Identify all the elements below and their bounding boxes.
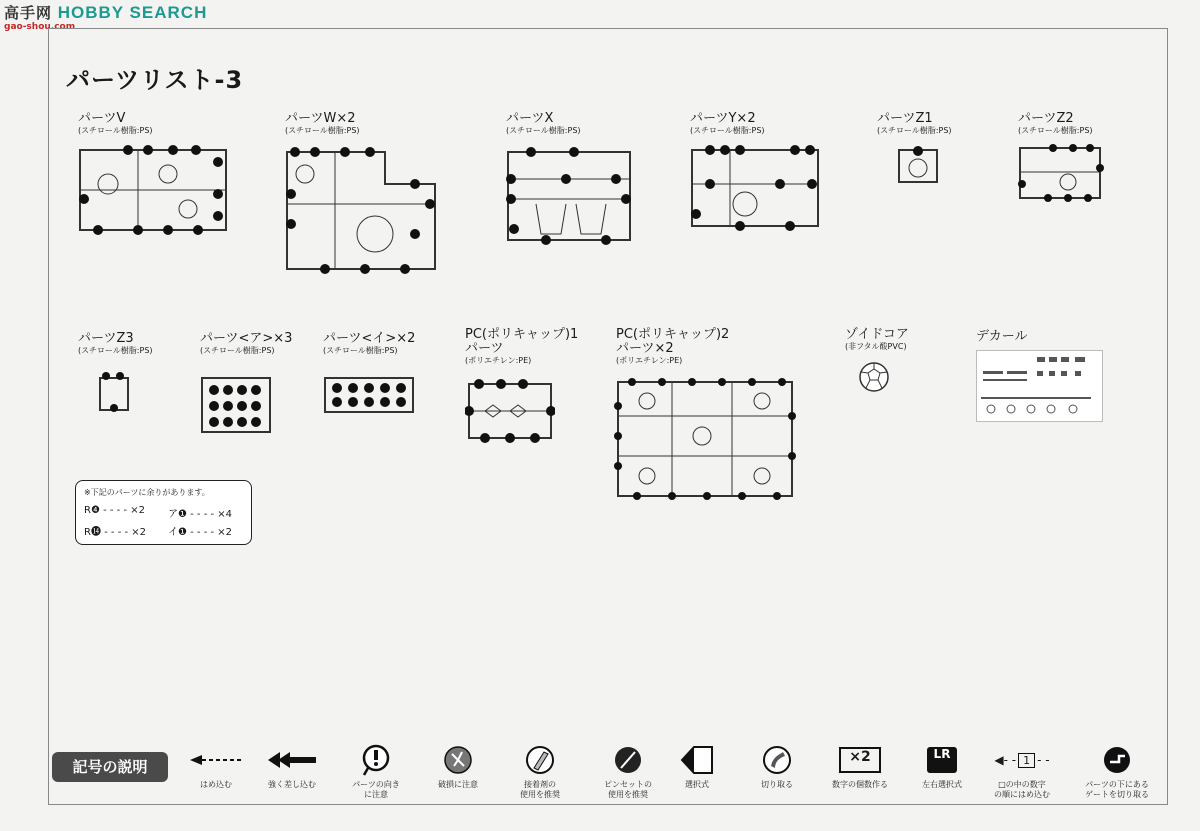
spare-parts-note xyxy=(75,480,252,545)
part-i-header: パーツ<イ>×2 (スチロール樹脂:PS) xyxy=(323,331,416,355)
part-decal-header: デカール xyxy=(976,329,1028,344)
part-v-header: パーツV (スチロール樹脂:PS) xyxy=(78,111,153,135)
part-w-header: パーツW×2 (スチロール樹脂:PS) xyxy=(285,111,360,135)
sprue-i xyxy=(323,376,415,414)
part-z1-header: パーツZ1 (スチロール樹脂:PS) xyxy=(877,111,952,135)
spare-row: ア❶ - - - - ×4 xyxy=(168,509,233,520)
lr-choice-icon: LR xyxy=(904,740,980,780)
times-two-icon: ×2 xyxy=(818,740,902,780)
tweezers-icon xyxy=(588,740,668,780)
sprue-w xyxy=(285,144,440,274)
sprue-x xyxy=(506,144,634,246)
choice-icon xyxy=(662,740,732,780)
sprue-y xyxy=(690,144,820,232)
logo-mark: 高手网 xyxy=(4,5,53,22)
sprue-z2 xyxy=(1018,144,1106,202)
sprue-pc1 xyxy=(465,376,555,446)
spare-row: イ❶ - - - - ×2 xyxy=(168,527,233,538)
legend-item: LR 左右選択式 xyxy=(904,740,980,790)
part-pc2-header: PC(ポリキャップ)2 パーツ×2 (ポリエチレン:PE) xyxy=(616,327,730,365)
spare-row: R❹ - - - - ×2 xyxy=(84,505,145,516)
legend-item: 選択式 xyxy=(662,740,732,790)
legend-item: ◀- - 1 - - □の中の数字 の順にはめ込む xyxy=(984,740,1060,800)
part-z2-header: パーツZ2 (スチロール樹脂:PS) xyxy=(1018,111,1093,135)
gate-cut-icon xyxy=(1072,740,1162,780)
dashed-arrow-icon xyxy=(176,740,256,780)
spare-row: R⓮ - - - - ×2 xyxy=(84,527,147,538)
legend-title: 記号の説明 xyxy=(52,752,168,782)
site-logo: 高手网 HOBBY SEARCH xyxy=(4,3,208,22)
sprue-pc2 xyxy=(612,376,798,502)
legend-item: パーツの向き に注意 xyxy=(336,740,416,800)
double-arrow-icon xyxy=(252,740,332,780)
legend-item: 破損に注意 xyxy=(418,740,498,790)
legend-item: はめ込む xyxy=(176,740,256,790)
cut-icon xyxy=(740,740,814,780)
legend-item: パーツの下にある ゲートを切り取る xyxy=(1072,740,1162,800)
sprue-v xyxy=(78,144,228,236)
part-x-header: パーツX (スチロール樹脂:PS) xyxy=(506,111,581,135)
decal-sheet xyxy=(976,350,1103,422)
break-icon xyxy=(418,740,498,780)
sprue-z3 xyxy=(98,370,132,414)
part-core-header: ゾイドコア (非フタル酸PVC) xyxy=(845,327,909,351)
legend-item: ×2 数字の個数作る xyxy=(818,740,902,790)
legend-item: 強く差し込む xyxy=(252,740,332,790)
part-a-header: パーツ<ア>×3 (スチロール樹脂:PS) xyxy=(200,331,293,355)
glue-icon xyxy=(500,740,580,780)
sprue-z1 xyxy=(897,146,939,184)
symbol-legend xyxy=(48,736,1166,803)
numbered-order-icon: ◀- - 1 - - xyxy=(994,753,1050,767)
legend-item: 切り取る xyxy=(740,740,814,790)
sprue-a xyxy=(200,376,272,434)
exclamation-icon xyxy=(336,740,416,780)
part-y-header: パーツY×2 (スチロール樹脂:PS) xyxy=(690,111,765,135)
legend-item: 接着剤の 使用を推奨 xyxy=(500,740,580,800)
legend-item: ピンセットの 使用を推奨 xyxy=(588,740,668,800)
zoid-core-ball xyxy=(858,361,890,397)
spare-note-title: ※下記のパーツに余りがあります。 xyxy=(84,488,210,497)
page-title: パーツリスト-3 xyxy=(66,66,244,94)
site-url: gao-shou.com xyxy=(4,22,76,32)
part-pc1-header: PC(ポリキャップ)1 パーツ (ポリエチレン:PE) xyxy=(465,327,579,365)
part-z3-header: パーツZ3 (スチロール樹脂:PS) xyxy=(78,331,153,355)
